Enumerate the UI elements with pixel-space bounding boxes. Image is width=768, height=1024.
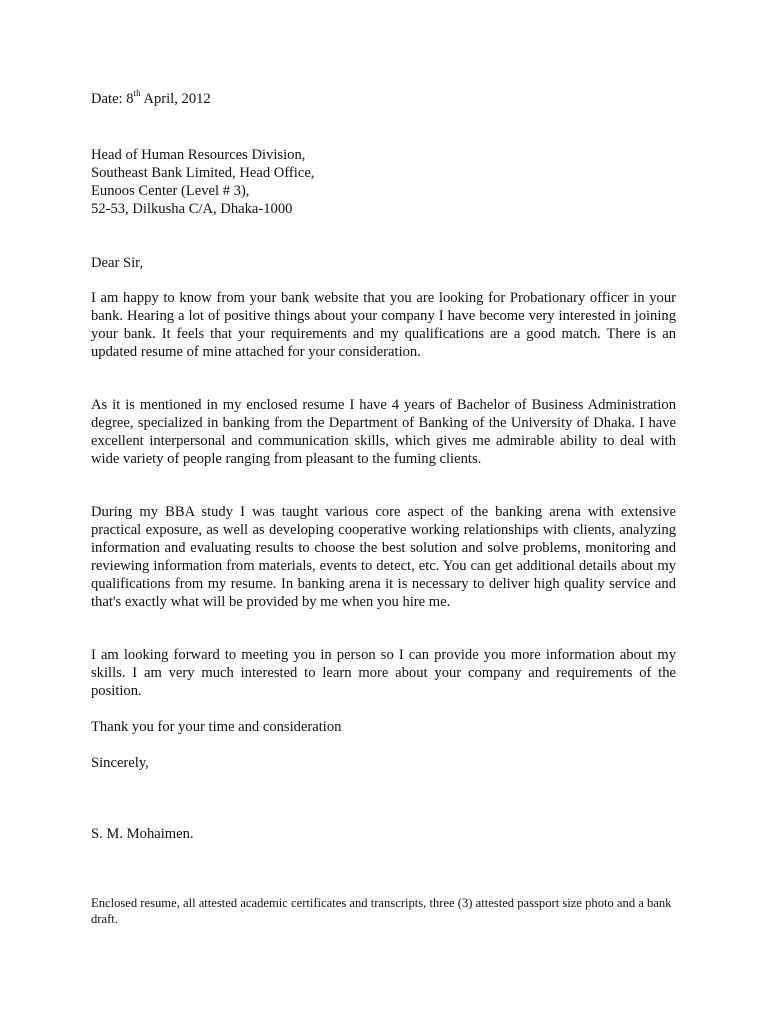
recipient-line: 52-53, Dilkusha C/A, Dhaka-1000 [91, 200, 293, 217]
date-ordinal-suffix: th [133, 88, 141, 99]
date-prefix: Date: 8 [91, 91, 134, 107]
enclosure-note: Enclosed resume, all attested academic certificates and transcripts, three (3) attested passport size photo and a bank draft. [91, 896, 672, 926]
recipient-address [91, 147, 676, 219]
body-paragraph-2: As it is mentioned in my enclosed resume I have 4 years of Bachelor of Business Administration degree, specialized in banking from the Department of Banking of the University of Dhaka. I have excellent interpersonal and communication skills, which gives me admirable ability to deal with wide variety of people ranging from pleasant to the fuming clients. [91, 397, 676, 467]
date-rest: April, 2012 [140, 91, 211, 107]
body-paragraph-3: During my BBA study I was taught various core aspect of the banking arena with extensive practical exposure, as well as developing cooperative working relationships with clients, analyzing information and evaluating results to choose the best solution and solve problems, monitoring and reviewing information from materials, events to detect, etc. You can get additional details about my qualifications from my resume. In banking arena it is necessary to deliver high quality service and that's exactly what will be provided by me when you hire me. [91, 504, 676, 610]
body-paragraph-4: I am looking forward to meeting you in person so I can provide you more information about my skills. I am very much interested to learn more about your company and requirements of the position. [91, 647, 676, 699]
salutation: Dear Sir, [91, 255, 144, 271]
recipient-line: Southeast Bank Limited, Head Office, [91, 164, 315, 181]
letter-date [91, 88, 676, 109]
body-paragraph-1: I am happy to know from your bank website that you are looking for Probationary officer in your bank. Hearing a lot of positive things about your company I have become very interested in joining your bank. It feels that your requirements and my qualifications are a good match. There is an updated resume of mine attached for your consideration. [91, 290, 676, 360]
recipient-line: Eunoos Center (Level # 3), [91, 182, 250, 199]
closing: Sincerely, [91, 755, 149, 771]
thanks-line: Thank you for your time and consideration [91, 719, 342, 735]
recipient-line: Head of Human Resources Division, [91, 147, 306, 163]
signature-name: S. M. Mohaimen. [91, 826, 194, 842]
